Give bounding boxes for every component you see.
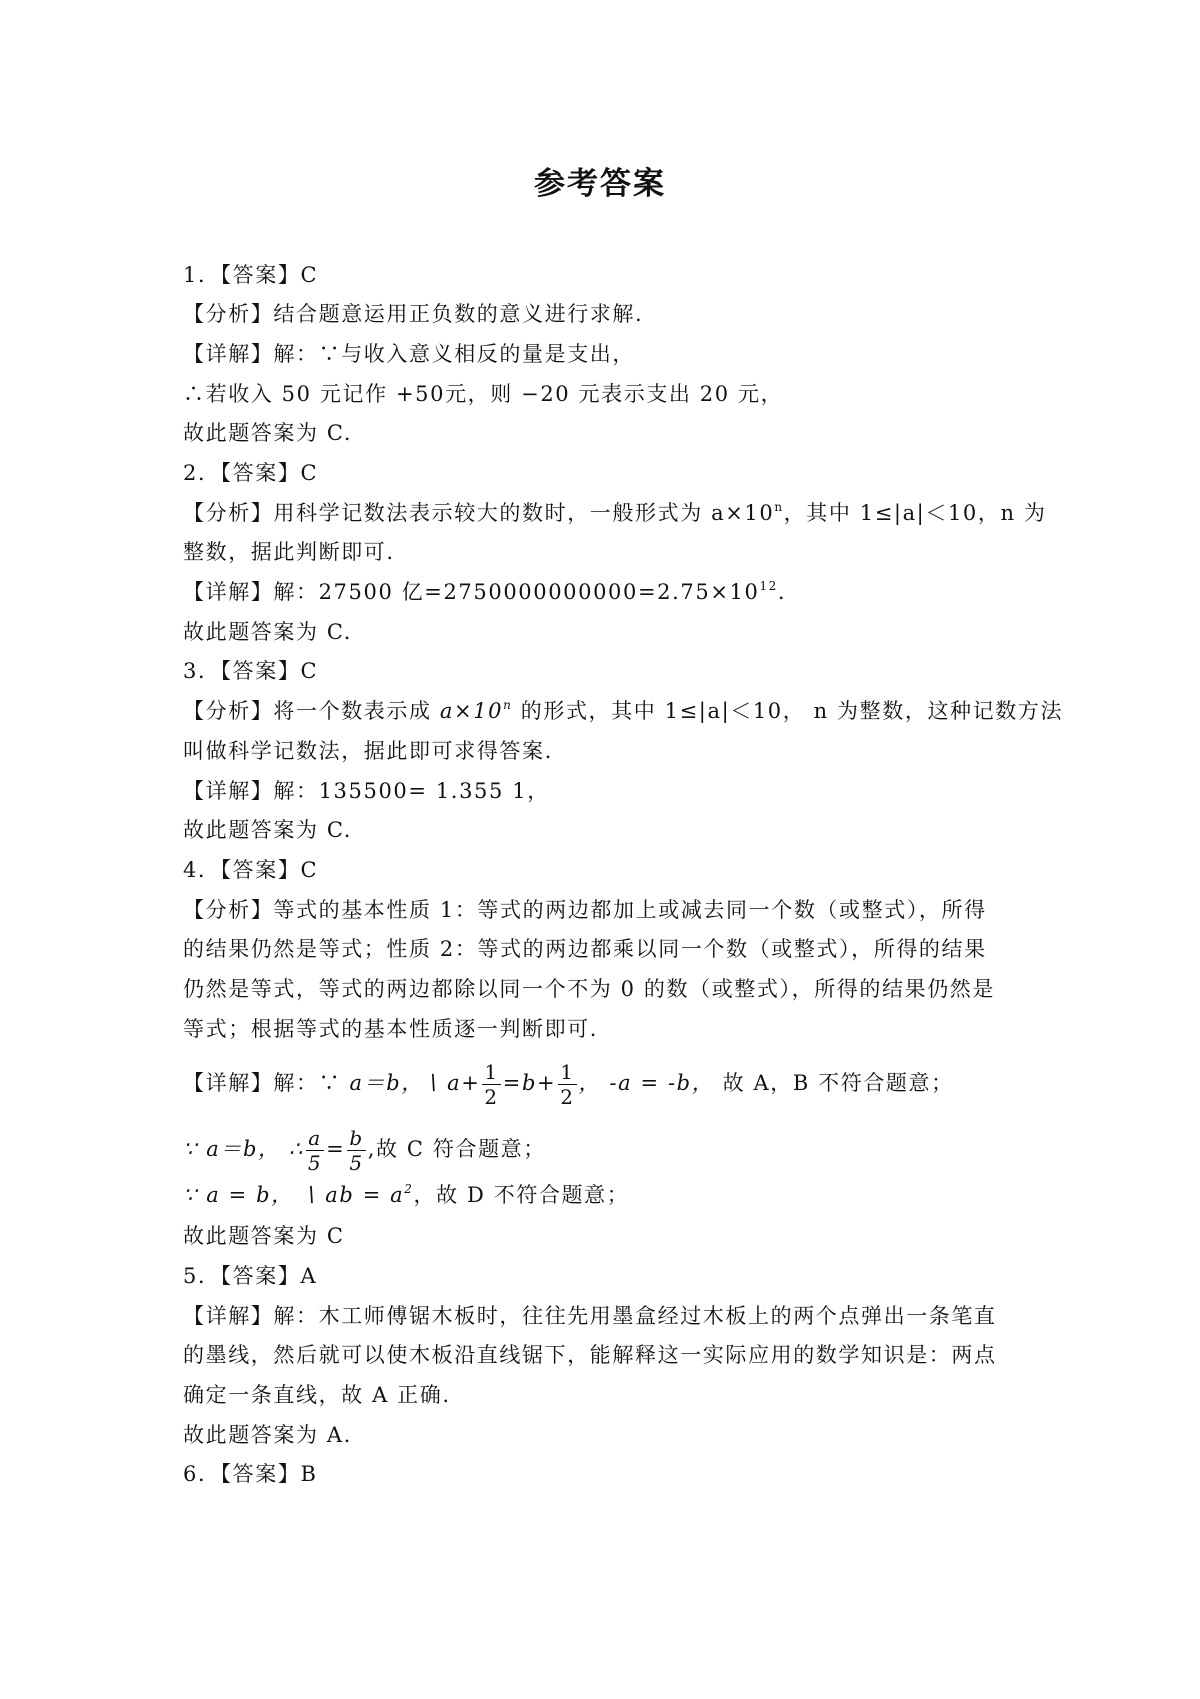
q2-conclusion: 故此题答案为 C. <box>183 620 353 644</box>
q3-analysis-text-2: 的形式，其中 1≤|a|＜10， n 为整数，这种记数方法 <box>512 699 1064 723</box>
q4-detail-3 <box>183 1180 1043 1210</box>
q1-answer: 1．【答案】C <box>183 263 319 287</box>
q2-analysis <box>183 498 1047 528</box>
q5-detail-2: 的墨线，然后就可以使木板沿直线锯下，能解释这一实际应用的数学知识是：两点 <box>183 1343 997 1367</box>
q2-exponent: n <box>774 500 784 514</box>
q1-analysis: 【分析】结合题意运用正负数的意义进行求解. <box>183 302 644 326</box>
page-title: 参考答案 <box>534 166 666 202</box>
fraction-one-half <box>482 1062 500 1107</box>
q3-conclusion: 故此题答案为 C. <box>183 818 353 842</box>
q4-line2-lead: ∵ a＝b， ∴ <box>183 1137 304 1161</box>
q2-analysis-2: 整数，据此判断即可. <box>183 540 395 564</box>
q1-detail-2: ∴若收入 50 元记作 +50元，则 −20 元表示支出 20 元， <box>183 382 784 406</box>
q4-detail-2 <box>183 1128 1043 1173</box>
q3-analysis <box>183 696 1064 726</box>
q4-analysis: 【分析】等式的基本性质 1：等式的两边都加上或减去同一个数（或整式），所得 <box>183 898 987 922</box>
q1-detail: 【详解】解：∵与收入意义相反的量是支出， <box>183 342 635 366</box>
q4-equation-1: a＝b，∖ a+ <box>349 1071 481 1095</box>
fraction-denominator: 2 <box>560 1085 575 1109</box>
q5-detail: 【详解】解：木工师傅锯木板时，往往先用墨盒经过木板上的两个点弹出一条笔直 <box>183 1304 997 1328</box>
q3-analysis-2: 叫做科学记数法，据此即可求得答案. <box>183 739 553 763</box>
q3-detail: 【详解】解：135500= 1.355 1， <box>183 779 550 803</box>
q2-detail <box>183 577 1043 607</box>
q4-detail-lead: 【详解】解：∵ <box>183 1071 350 1095</box>
q4-analysis-3: 仍然是等式，等式的两边都除以同一个不为 0 的数（或整式），所得的结果仍然是 <box>183 977 996 1001</box>
fraction-one-half-2 <box>558 1062 576 1107</box>
fraction-numerator: a <box>306 1128 324 1151</box>
q4-detail <box>183 1062 1043 1107</box>
q4-answer: 4．【答案】C <box>183 858 319 882</box>
q4-equation-neg: ， -a = -b， <box>578 1071 715 1095</box>
fraction-numerator: b <box>349 1126 364 1150</box>
q4-line3-tail: ，故 D 不符合题意； <box>413 1183 630 1207</box>
q2-detail-exponent: 12 <box>759 579 778 593</box>
q4-conclusion: 故此题答案为 C <box>183 1224 345 1248</box>
q4-line2-tail: ,故 C 符合题意； <box>367 1137 546 1161</box>
q2-analysis-text: 【分析】用科学记数法表示较大的数时，一般形式为 a×10 <box>183 501 775 525</box>
fraction-numerator: 1 <box>484 1060 499 1084</box>
q2-detail-period: . <box>777 580 787 604</box>
q2-detail-text: 【详解】解：27500 亿=2750000000000=2.75×10 <box>183 580 760 604</box>
q2-answer: 2．【答案】C <box>183 461 319 485</box>
q4-detail-tail: 故 A，B 不符合题意； <box>714 1071 954 1095</box>
q3-answer: 3．【答案】C <box>183 659 319 683</box>
q4-analysis-2: 的结果仍然是等式；性质 2：等式的两边都乘以同一个数（或整式），所得的结果 <box>183 937 987 961</box>
q1-conclusion: 故此题答案为 C. <box>183 421 353 445</box>
fraction-denominator: 5 <box>307 1151 323 1175</box>
q6-answer: 6．【答案】B <box>183 1462 318 1486</box>
q5-answer: 5．【答案】A <box>183 1264 318 1288</box>
q3-exponent: n <box>503 698 513 712</box>
fraction-a-over-5 <box>306 1128 324 1173</box>
q2-analysis-text-2: ，其中 1≤|a|＜10，n 为 <box>783 501 1047 525</box>
q4-exponent: 2 <box>404 1182 414 1196</box>
equals-sign: = <box>326 1137 346 1161</box>
fraction-denominator: 2 <box>484 1085 499 1109</box>
q3-analysis-text: 【分析】将一个数表示成 <box>183 699 440 723</box>
q5-conclusion: 故此题答案为 A. <box>183 1423 352 1447</box>
fraction-numerator: 1 <box>560 1060 575 1084</box>
fraction-denominator: 5 <box>349 1151 364 1175</box>
q4-line3-lead: ∵ a = b， ∖ ab = a <box>183 1183 405 1207</box>
q4-equation-mid: =b+ <box>502 1071 557 1095</box>
q4-analysis-4: 等式；根据等式的基本性质逐一判断即可. <box>183 1017 599 1041</box>
q5-detail-3: 确定一条直线，故 A 正确. <box>183 1383 451 1407</box>
q3-expression: a×10 <box>439 699 504 723</box>
fraction-b-over-5 <box>347 1128 365 1173</box>
